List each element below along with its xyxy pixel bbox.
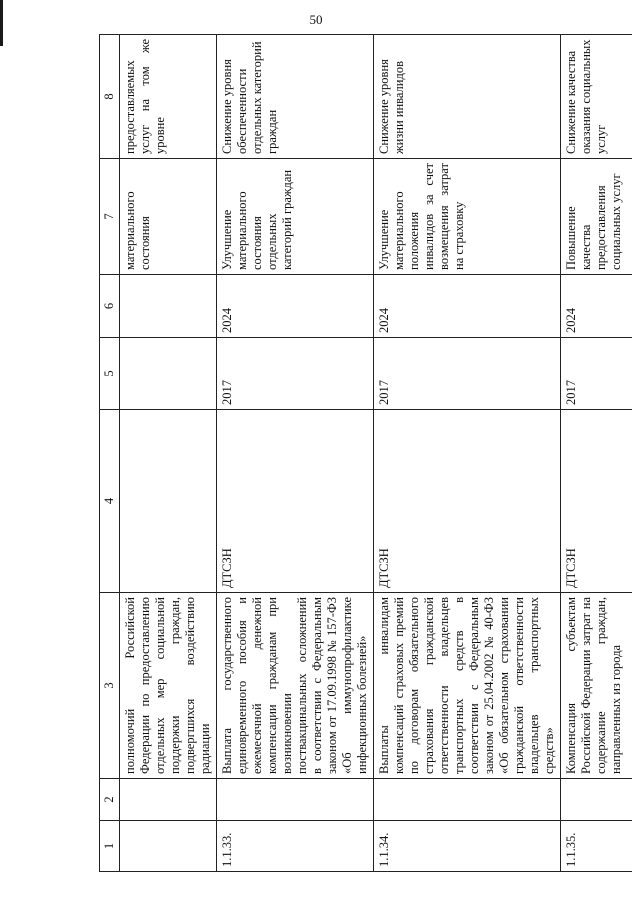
row-expected-result: Улучшение материального состояния отдельных категорий граждан: [217, 159, 374, 275]
row-col2: [561, 779, 632, 821]
page-number: 50: [309, 12, 323, 27]
row-executor: ДТСЗН: [561, 410, 632, 593]
row-end-year: 2024: [374, 275, 561, 338]
row-description: Выплаты инвалидам компенсаций страховых премий по договорам обязательного страхования гражданской ответственности владельцев транспортных средств в соответствии с Федеральным законом от 25.04.2002 № 40-ФЗ «Об обязательном страховании гражданской ответственности владельцев транспортных средств»: [374, 593, 561, 779]
row-end-year: 2024: [561, 275, 632, 338]
row-expected-result: материального состояния: [120, 159, 217, 275]
header-col-1: 1: [100, 821, 120, 872]
table-row: [120, 35, 217, 872]
row-executor: ДТСЗН: [374, 410, 561, 593]
header-col-4: 4: [100, 410, 120, 593]
row-description: Выплата государственного единовременного пособия и ежемесячной денежной компенсации гражданам при возникновении поствакцинальных осложнений в соответствии с Федеральным законом от 17.09.1998 № 157-ФЗ «Об иммунопрофилактике инфекционных болезней»: [217, 593, 374, 779]
row-executor: [120, 410, 217, 593]
rotated-table-container: [99, 35, 623, 872]
row-number: 1.1.35.: [561, 821, 632, 872]
header-col-5: 5: [100, 338, 120, 410]
table-row: [374, 35, 561, 872]
row-number: 1.1.34.: [374, 821, 561, 872]
header-col-2: 2: [100, 779, 120, 821]
row-risk: предоставляемых услуг на том же уровне: [120, 35, 217, 159]
row-description: полномочий Российской Федерации по предоставлению отдельных мер социальной поддержки граждан, подвергшихся воздействию радиации: [120, 593, 217, 779]
row-end-year: 2024: [217, 275, 374, 338]
header-row: [100, 35, 120, 872]
row-description: Компенсация субъектам Российской Федерации затрат на содержание граждан, направленных из города: [561, 593, 632, 779]
row-executor: ДТСЗН: [217, 410, 374, 593]
row-number: 1.1.33.: [217, 821, 374, 872]
row-number: [120, 821, 217, 872]
row-expected-result: Повышение качества предоставления социальных услуг: [561, 159, 632, 275]
row-col2: [120, 779, 217, 821]
header-col-8: 8: [100, 35, 120, 159]
row-start-year: [120, 338, 217, 410]
row-start-year: 2017: [561, 338, 632, 410]
row-expected-result: Улучшение материального положения инвалидов за счет возмещения затрат на страховку: [374, 159, 561, 275]
row-risk: Снижение уровня обеспеченности отдельных категорий граждан: [217, 35, 374, 159]
header-col-6: 6: [100, 275, 120, 338]
row-end-year: [120, 275, 217, 338]
row-start-year: 2017: [374, 338, 561, 410]
table-row: [217, 35, 374, 872]
row-risk: Снижение уровня жизни инвалидов: [374, 35, 561, 159]
table-row: [561, 35, 632, 872]
header-col-3: 3: [100, 593, 120, 779]
row-col2: [374, 779, 561, 821]
measures-table: [99, 34, 632, 872]
row-start-year: 2017: [217, 338, 374, 410]
row-risk: Снижение качества оказания социальных услуг: [561, 35, 632, 159]
header-col-7: 7: [100, 159, 120, 275]
row-col2: [217, 779, 374, 821]
